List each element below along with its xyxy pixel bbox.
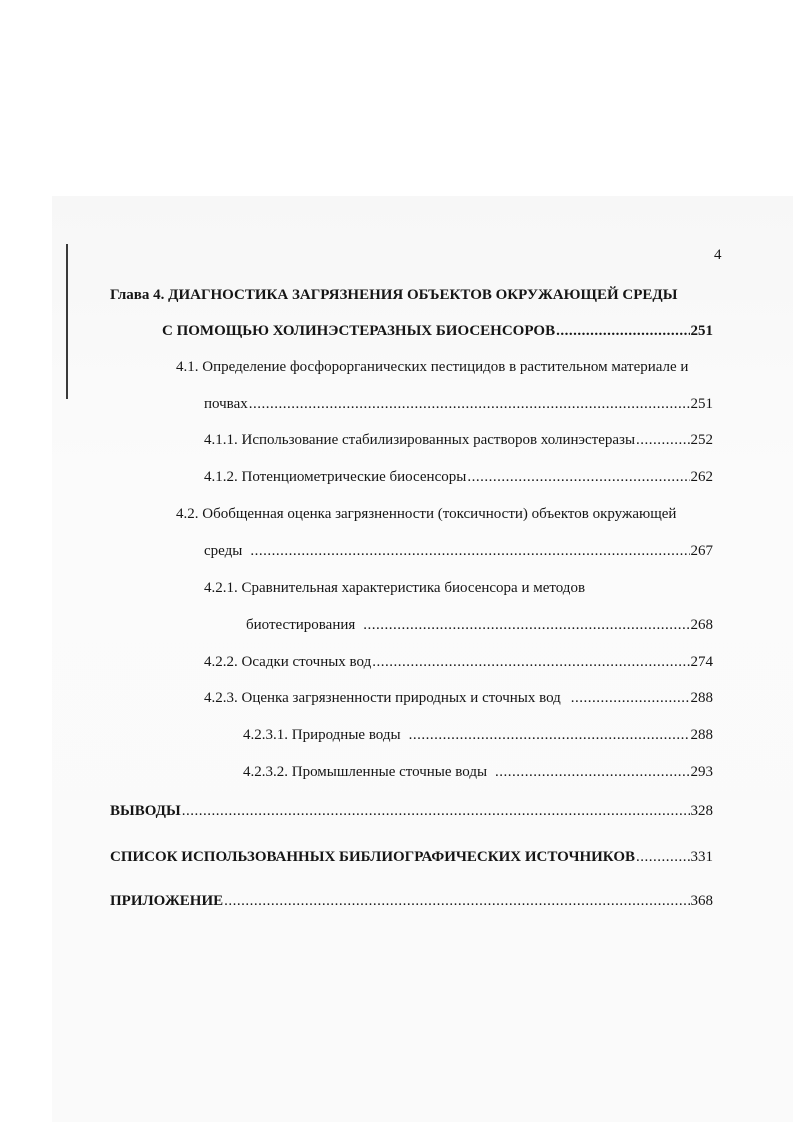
toc-entry-title: 4.1.2. Потенциометрические биосенсоры <box>204 469 467 485</box>
leader-dots <box>409 725 690 745</box>
toc-entry-title: почвах <box>204 396 248 412</box>
toc-entry-title: С ПОМОЩЬЮ ХОЛИНЭСТЕРАЗНЫХ БИОСЕНСОРОВ <box>162 323 556 339</box>
toc-entry-page: 251 <box>690 396 713 412</box>
toc-entry-references[interactable] <box>110 847 713 867</box>
toc-entry-page: 328 <box>690 803 713 819</box>
toc-entry-page: 288 <box>690 727 713 743</box>
page-number: 4 <box>714 247 722 263</box>
toc-entry-s4-1-2[interactable] <box>204 467 713 487</box>
toc-entry-page: 288 <box>690 690 713 706</box>
toc-entry-title: ВЫВОДЫ <box>110 803 181 819</box>
toc-entry-title: 4.2.3.2. Промышленные сточные воды <box>243 764 488 780</box>
toc-entry-s4-2-3[interactable] <box>204 688 713 708</box>
toc-entry-s4-1[interactable] <box>204 394 713 414</box>
toc-entry-s4-2-1[interactable] <box>246 615 713 635</box>
leader-dots <box>556 321 689 341</box>
toc-entry-page: 331 <box>690 849 713 865</box>
toc-entry-chapter4[interactable] <box>162 321 713 341</box>
toc-entry-s4-2-3-1[interactable] <box>243 725 713 745</box>
leader-dots <box>249 394 690 414</box>
leader-dots <box>571 688 690 708</box>
toc-entry-s4-2-2[interactable] <box>204 652 713 672</box>
leader-dots <box>467 467 689 487</box>
toc-entry-page: 251 <box>690 323 713 339</box>
toc-entry-page: 293 <box>690 764 713 780</box>
leader-dots <box>363 615 689 635</box>
leader-dots <box>250 541 689 561</box>
toc-entry-page: 267 <box>690 543 713 559</box>
toc-chapter4-title: Глава 4. ДИАГНОСТИКА ЗАГРЯЗНЕНИЯ ОБЪЕКТОВ ОКРУЖАЮЩЕЙ СРЕДЫ <box>110 287 678 303</box>
toc-entry-page: 274 <box>690 654 713 670</box>
leader-dots <box>636 847 690 867</box>
toc-s4-1-title: 4.1. Определение фосфорорганических пестицидов в растительном материале и <box>176 359 689 375</box>
toc-entry-page: 368 <box>690 893 713 909</box>
margin-line <box>66 244 68 399</box>
leader-dots <box>495 762 689 782</box>
toc-entry-title: биотестирования <box>246 617 356 633</box>
toc-entry-title: ПРИЛОЖЕНИЕ <box>110 893 224 909</box>
toc-entry-title: 4.2.2. Осадки сточных вод <box>204 654 372 670</box>
toc-entry-title: СПИСОК ИСПОЛЬЗОВАННЫХ БИБЛИОГРАФИЧЕСКИХ ИСТОЧНИКОВ <box>110 849 635 865</box>
toc-entry-s4-2-3-2[interactable] <box>243 762 713 782</box>
leader-dots <box>182 801 690 821</box>
toc-entry-appendix[interactable] <box>110 891 713 911</box>
toc-s4-2-title: 4.2. Обобщенная оценка загрязненности (токсичности) объектов окружающей <box>176 506 677 522</box>
toc-entry-s4-1-1[interactable] <box>204 430 713 450</box>
toc-entry-title: среды <box>204 543 243 559</box>
toc-entry-s4-2[interactable] <box>204 541 713 561</box>
toc-entry-title: 4.2.3. Оценка загрязненности природных и сточных вод <box>204 690 561 706</box>
toc-entry-page: 268 <box>690 617 713 633</box>
toc-entry-title: 4.1.1. Использование стабилизированных растворов холинэстеразы <box>204 432 636 448</box>
leader-dots <box>224 891 689 911</box>
toc-entry-page: 252 <box>690 432 713 448</box>
leader-dots <box>372 652 689 672</box>
leader-dots <box>636 430 689 450</box>
toc-entry-page: 262 <box>690 469 713 485</box>
toc-s4-2-1-title: 4.2.1. Сравнительная характеристика биосенсора и методов <box>204 580 586 596</box>
toc-entry-title: 4.2.3.1. Природные воды <box>243 727 401 743</box>
toc-entry-conclusions[interactable] <box>110 801 713 821</box>
